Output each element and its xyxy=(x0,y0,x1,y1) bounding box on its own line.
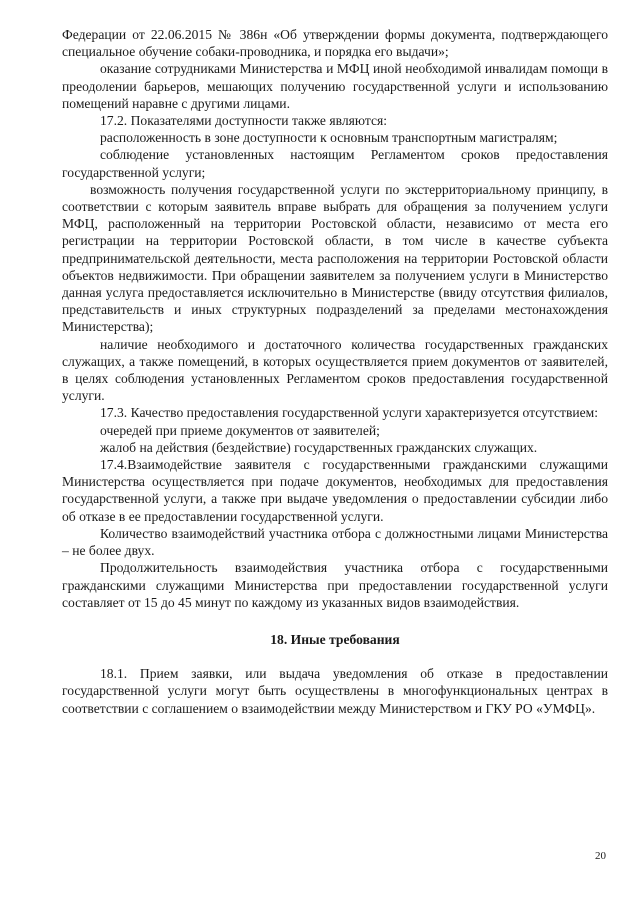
paragraph-queues: очередей при приеме документов от заявителей; xyxy=(100,422,380,438)
paragraph-17-4: 17.4.Взаимодействие заявителя с государственными гражданскими служащими Министерства осуществляется при подаче документов, необходимых для предоставления государственной услуги, а также при выдаче уведомления о предоставлении субсидии либо об отказе в ее предоставлении государственной услуги. xyxy=(62,457,608,524)
paragraph-interaction-duration: Продолжительность взаимодействия участника отбора с государственными гражданскими служащими Министерства при предоставлении государственной услуги составляет от 15 до 45 минут по каждому из указанных видов взаимодействия. xyxy=(62,560,608,610)
paragraph-staff: наличие необходимого и достаточного количества государственных гражданских служащих, а также помещений, в которых осуществляется прием документов от заявителей, в целях соблюдения установленных Регламентом сроков предоставления государственной услуги. xyxy=(62,336,608,404)
paragraph-17-3: 17.3. Качество предоставления государственной услуги характеризуется отсутствием: xyxy=(100,405,599,421)
paragraph-18-1: 18.1. Прием заявки, или выдача уведомления об отказе в предоставлении государственной услуги могут быть осуществлены в многофункциональных центрах в соответствии с соглашением о взаимодействии между Министерством и ГКУ РО «УМФЦ». xyxy=(62,666,608,716)
paragraph-fed-order: Федерации от 22.06.2015 № 386н «Об утверждении формы документа, подтверждающего специальное обучение собаки-проводника, и порядка его выдачи»; xyxy=(62,27,608,60)
paragraph-17-2: 17.2. Показателями доступности также являются: xyxy=(100,113,388,129)
paragraph-deadlines: соблюдение установленных настоящим Регламентом сроков предоставления государственной услуги; xyxy=(62,147,608,180)
paragraph-exterritorial: возможность получения государственной услуги по экстерриториальному принципу, в соответствии с которым заявитель вправе выбрать для обращения за получением услуги МФЦ, расположенный на территории Ростовской области, независимо от места его регистрации на территории Ростовской области, в том числе в качестве субъекта предпринимательской деятельности, места расположения на территории Ростовской области объектов недвижимости. При обращении заявителем за получением услуги в Министерство данная услуга предоставляется исключительно в Министерстве (ввиду отсутствия филиалов, представительств и иных структурных подразделений за пределами местонахождения Министерства); xyxy=(62,181,608,335)
paragraph-interaction-count: Количество взаимодействий участника отбора с должностными лицами Министерства – не более двух. xyxy=(62,525,608,559)
document-body xyxy=(62,26,608,717)
paragraph-transport: расположенность в зоне доступности к основным транспортным магистралям; xyxy=(100,130,558,146)
section-heading: 18. Иные требования xyxy=(270,631,400,647)
paragraph-complaints: жалоб на действия (бездействие) государственных гражданских служащих. xyxy=(100,439,538,455)
page-number: 20 xyxy=(595,850,606,862)
paragraph-assistance: оказание сотрудниками Министерства и МФЦ иной необходимой инвалидам помощи в преодолении барьеров, мешающих получению государственной услуги и использованию помещений наравне с другими лицами. xyxy=(62,61,608,111)
